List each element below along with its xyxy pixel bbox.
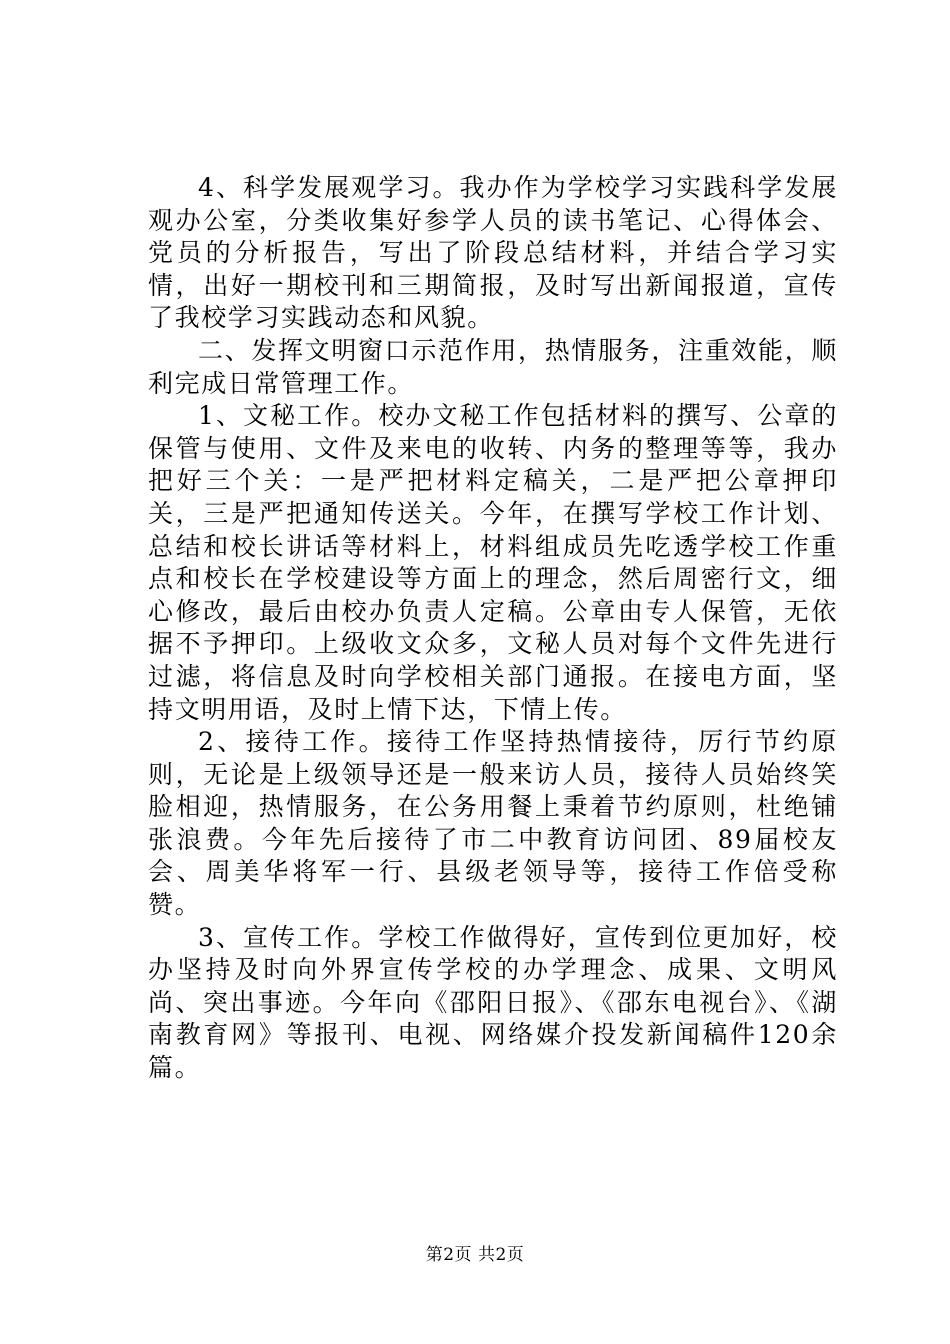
paragraph-publicity-work: 3、宣传工作。学校工作做得好，宣传到位更加好，校办坚持及时向外界宣传学校的办学理念、成果、文明风尚、突出事迹。今年向《邵阳日报》、《邵东电视台》、《湖南教育网》等报刊、电视、网络媒介投发新闻稿件120余篇。 [148,922,838,1083]
paragraph-reception-work: 2、接待工作。接待工作坚持热情接待，厉行节约原则，无论是上级领导还是一般来访人员，接待人员始终笑脸相迎，热情服务，在公务用餐上秉着节约原则，杜绝铺张浪费。今年先后接待了市二中教育访问团、89届校友会、周美华将军一行、县级老领导等，接待工作倍受称赞。 [148,727,838,920]
page-number-footer: 第2页 共2页 [425,1245,525,1265]
paragraph-science-development-study: 4、科学发展观学习。我办作为学校学习实践科学发展观办公室，分类收集好参学人员的读书笔记、心得体会、党员的分析报告，写出了阶段总结材料，并结合学习实情，出好一期校刊和三期简报，及时写出新闻报道，宣传了我校学习实践动态和风貌。 [148,173,838,333]
section-heading-civilized-window: 二、发挥文明窗口示范作用，热情服务，注重效能，顺利完成日常管理工作。 [148,335,838,398]
paragraph-secretarial-work: 1、文秘工作。校办文秘工作包括材料的撰写、公章的保管与使用、文件及来电的收转、内务的整理等等，我办把好三个关：一是严把材料定稿关，二是严把公章押印关，三是严把通知传送关。今年，在撰写学校工作计划、总结和校长讲话等材料上，材料组成员先吃透学校工作重点和校长在学校建设等方面上的理念，然后周密行文，细心修改，最后由校办负责人定稿。公章由专人保管，无依据不予押印。上级收文众多，文秘人员对每个文件先进行过滤，将信息及时向学校相关部门通报。在接电方面，坚持文明用语，及时上情下达，下情上传。 [148,401,838,724]
document-body [148,172,838,1085]
